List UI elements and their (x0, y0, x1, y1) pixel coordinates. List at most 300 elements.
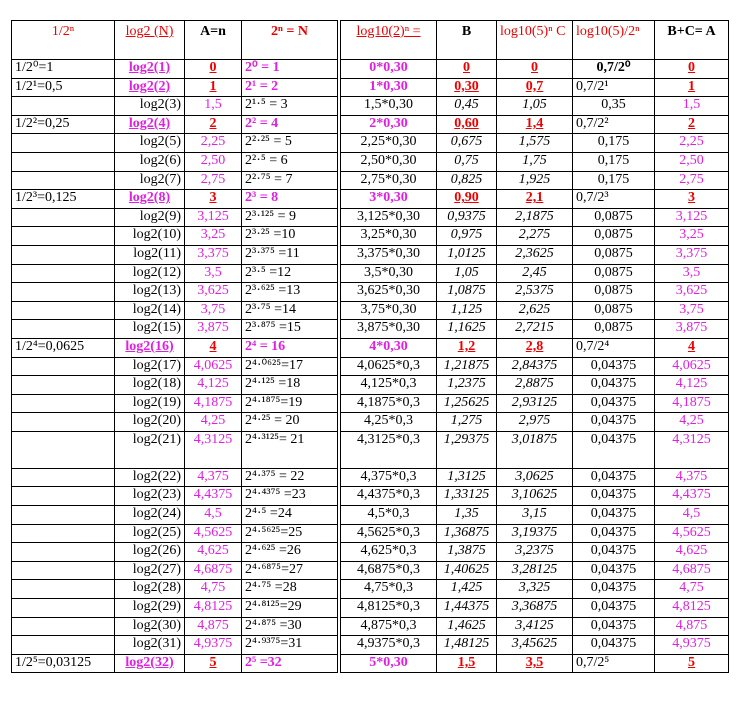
a-cell: 4,3125 (185, 431, 242, 468)
table-row (341, 78, 729, 97)
power-cell: 2³·³⁷⁵ =11 (242, 245, 338, 264)
c-cell: 1,75 (497, 152, 573, 171)
a-cell: 5 (185, 654, 242, 673)
header-fraction: 1/2ⁿ (12, 21, 115, 60)
e-cell: 4,625 (655, 543, 729, 562)
table-row (12, 171, 338, 190)
b-cell: 0,30 (437, 78, 497, 97)
c-cell: 2,975 (497, 413, 573, 432)
log2-cell: log2(14) (115, 301, 185, 320)
a-cell: 1 (185, 78, 242, 97)
log2-cell: log2(22) (115, 468, 185, 487)
c-cell: 3,15 (497, 506, 573, 525)
b-cell: 1,33125 (437, 487, 497, 506)
d-cell: 0,04375 (573, 636, 655, 655)
a-cell: 4,25 (185, 413, 242, 432)
right-table (340, 20, 729, 673)
c-cell: 2,5375 (497, 283, 573, 302)
fraction-cell: 1/2³=0,125 (12, 190, 115, 209)
d-cell: 0,0875 (573, 283, 655, 302)
left-table (11, 20, 338, 673)
c-cell: 2,625 (497, 301, 573, 320)
log2-cell: log2(3) (115, 97, 185, 116)
product-cell: 3,5*0,30 (341, 264, 437, 283)
d-cell: 0,04375 (573, 599, 655, 618)
e-cell: 1,5 (655, 97, 729, 116)
e-cell: 4,375 (655, 468, 729, 487)
log2-cell: log2(2) (115, 78, 185, 97)
d-cell: 0,7/2⁰ (573, 60, 655, 79)
b-cell: 0,90 (437, 190, 497, 209)
power-cell: 2³·¹²⁵ = 9 (242, 208, 338, 227)
table-row (341, 636, 729, 655)
product-cell: 1*0,30 (341, 78, 437, 97)
product-cell: 5*0,30 (341, 654, 437, 673)
log2-cell: log2(8) (115, 190, 185, 209)
log2-cell: log2(13) (115, 283, 185, 302)
product-cell: 4,3125*0,3 (341, 431, 437, 468)
c-cell: 2,45 (497, 264, 573, 283)
a-cell: 4,9375 (185, 636, 242, 655)
fraction-cell (12, 636, 115, 655)
fraction-cell: 1/2⁰=1 (12, 60, 115, 79)
power-cell: 2³·⁵ =12 (242, 264, 338, 283)
table-row (12, 487, 338, 506)
d-cell: 0,7/2⁵ (573, 654, 655, 673)
a-cell: 3,125 (185, 208, 242, 227)
e-cell: 4,6875 (655, 561, 729, 580)
fraction-cell (12, 320, 115, 339)
product-cell: 3,25*0,30 (341, 227, 437, 246)
b-cell: 1,0125 (437, 245, 497, 264)
c-cell: 3,5 (497, 654, 573, 673)
fraction-cell (12, 357, 115, 376)
fraction-cell: 1/2²=0,25 (12, 115, 115, 134)
b-cell: 1,05 (437, 264, 497, 283)
table-row (341, 543, 729, 562)
table-row (341, 413, 729, 432)
a-cell: 2,25 (185, 134, 242, 153)
fraction-cell (12, 431, 115, 468)
c-cell: 1,4 (497, 115, 573, 134)
table-row (341, 190, 729, 209)
header-log10-2: log10(2)ⁿ = (341, 21, 437, 60)
c-cell: 0 (497, 60, 573, 79)
product-cell: 4,875*0,3 (341, 617, 437, 636)
a-cell: 2,50 (185, 152, 242, 171)
power-cell: 2⁴·⁹³⁷⁵=31 (242, 636, 338, 655)
a-cell: 3,75 (185, 301, 242, 320)
header-log10-5-div: log10(5)/2ⁿ (573, 21, 655, 60)
log2-cell: log2(23) (115, 487, 185, 506)
power-cell: 2⁴·¹⁸⁷⁵=19 (242, 394, 338, 413)
a-cell: 3,5 (185, 264, 242, 283)
table-row (12, 636, 338, 655)
log2-cell: log2(5) (115, 134, 185, 153)
b-cell: 1,21875 (437, 357, 497, 376)
a-cell: 4,8125 (185, 599, 242, 618)
fraction-cell (12, 524, 115, 543)
log2-cell: log2(10) (115, 227, 185, 246)
c-cell: 3,28125 (497, 561, 573, 580)
table-row (12, 152, 338, 171)
b-cell: 0,9375 (437, 208, 497, 227)
table-row (341, 171, 729, 190)
e-cell: 1 (655, 78, 729, 97)
log2-cell: log2(31) (115, 636, 185, 655)
table-row (12, 543, 338, 562)
d-cell: 0,04375 (573, 524, 655, 543)
table-row (12, 97, 338, 116)
table-row (341, 60, 729, 79)
c-cell: 1,05 (497, 97, 573, 116)
c-cell: 2,8875 (497, 376, 573, 395)
product-cell: 0*0,30 (341, 60, 437, 79)
table-row (341, 208, 729, 227)
table-row (12, 227, 338, 246)
c-cell: 0,7 (497, 78, 573, 97)
table-row (12, 301, 338, 320)
table-row (12, 264, 338, 283)
product-cell: 4,6875*0,3 (341, 561, 437, 580)
power-cell: 2¹·⁵ = 3 (242, 97, 338, 116)
log2-cell: log2(16) (115, 338, 185, 357)
table-row (12, 208, 338, 227)
product-cell: 1,5*0,30 (341, 97, 437, 116)
a-cell: 3,875 (185, 320, 242, 339)
c-cell: 2,3625 (497, 245, 573, 264)
table-row (341, 431, 729, 468)
d-cell: 0,04375 (573, 376, 655, 395)
table-row (341, 115, 729, 134)
d-cell: 0,04375 (573, 617, 655, 636)
e-cell: 3,25 (655, 227, 729, 246)
header-log10-5: log10(5)ⁿ C (497, 21, 573, 60)
power-cell: 2⁴·⁷⁵ =28 (242, 580, 338, 599)
log2-cell: log2(26) (115, 543, 185, 562)
power-cell: 2⁴·⁸¹²⁵=29 (242, 599, 338, 618)
a-cell: 4,75 (185, 580, 242, 599)
power-cell: 2³·⁷⁵ =14 (242, 301, 338, 320)
table-row (341, 524, 729, 543)
log2-cell: log2(11) (115, 245, 185, 264)
product-cell: 4,0625*0,3 (341, 357, 437, 376)
b-cell: 1,25625 (437, 394, 497, 413)
c-cell: 3,2375 (497, 543, 573, 562)
fraction-cell: 1/2⁵=0,03125 (12, 654, 115, 673)
a-cell: 4,5 (185, 506, 242, 525)
fraction-cell (12, 599, 115, 618)
product-cell: 3*0,30 (341, 190, 437, 209)
fraction-cell (12, 394, 115, 413)
product-cell: 4,375*0,3 (341, 468, 437, 487)
e-cell: 4,4375 (655, 487, 729, 506)
header-sum: B+C= A (655, 21, 729, 60)
table-row (12, 283, 338, 302)
b-cell: 1,5 (437, 654, 497, 673)
log2-cell: log2(6) (115, 152, 185, 171)
e-cell: 4,75 (655, 580, 729, 599)
e-cell: 2 (655, 115, 729, 134)
fraction-cell (12, 580, 115, 599)
table-row (341, 283, 729, 302)
product-cell: 4,5625*0,3 (341, 524, 437, 543)
log2-cell: log2(9) (115, 208, 185, 227)
d-cell: 0,175 (573, 134, 655, 153)
b-cell: 1,44375 (437, 599, 497, 618)
c-cell: 3,19375 (497, 524, 573, 543)
product-cell: 2*0,30 (341, 115, 437, 134)
product-cell: 4,25*0,3 (341, 413, 437, 432)
d-cell: 0,7/2¹ (573, 78, 655, 97)
d-cell: 0,0875 (573, 245, 655, 264)
c-cell: 2,93125 (497, 394, 573, 413)
table-row (341, 264, 729, 283)
b-cell: 1,0875 (437, 283, 497, 302)
c-cell: 1,575 (497, 134, 573, 153)
log2-cell: log2(30) (115, 617, 185, 636)
a-cell: 0 (185, 60, 242, 79)
table-row (12, 134, 338, 153)
power-cell: 2⁴·⁶⁸⁷⁵=27 (242, 561, 338, 580)
product-cell: 3,875*0,30 (341, 320, 437, 339)
fraction-cell (12, 245, 115, 264)
c-cell: 1,925 (497, 171, 573, 190)
table-row (341, 468, 729, 487)
product-cell: 4,125*0,3 (341, 376, 437, 395)
d-cell: 0,0875 (573, 208, 655, 227)
table-row (12, 524, 338, 543)
b-cell: 1,275 (437, 413, 497, 432)
power-cell: 2³ = 8 (242, 190, 338, 209)
b-cell: 0,825 (437, 171, 497, 190)
d-cell: 0,04375 (573, 543, 655, 562)
b-cell: 1,36875 (437, 524, 497, 543)
b-cell: 0 (437, 60, 497, 79)
power-cell: 2³·²⁵ =10 (242, 227, 338, 246)
a-cell: 4,125 (185, 376, 242, 395)
fraction-cell (12, 152, 115, 171)
header-b: B (437, 21, 497, 60)
table-row (341, 376, 729, 395)
power-cell: 2⁴·¹²⁵ =18 (242, 376, 338, 395)
table-row (341, 617, 729, 636)
b-cell: 0,975 (437, 227, 497, 246)
table-row (12, 468, 338, 487)
d-cell: 0,04375 (573, 468, 655, 487)
power-cell: 2⁴·⁵⁶²⁵=25 (242, 524, 338, 543)
b-cell: 1,425 (437, 580, 497, 599)
e-cell: 3,625 (655, 283, 729, 302)
fraction-cell (12, 134, 115, 153)
d-cell: 0,04375 (573, 580, 655, 599)
table-row (341, 97, 729, 116)
product-cell: 2,25*0,30 (341, 134, 437, 153)
log2-cell: log2(19) (115, 394, 185, 413)
table-row (12, 376, 338, 395)
e-cell: 2,50 (655, 152, 729, 171)
b-cell: 1,35 (437, 506, 497, 525)
power-cell: 2⁴·²⁵ = 20 (242, 413, 338, 432)
log2-cell: log2(21) (115, 431, 185, 468)
table-row (12, 561, 338, 580)
c-cell: 2,84375 (497, 357, 573, 376)
e-cell: 4,3125 (655, 431, 729, 468)
fraction-cell: 1/2¹=0,5 (12, 78, 115, 97)
c-cell: 2,7215 (497, 320, 573, 339)
product-cell: 4,8125*0,3 (341, 599, 437, 618)
d-cell: 0,7/2⁴ (573, 338, 655, 357)
e-cell: 5 (655, 654, 729, 673)
power-cell: 2⁴·³⁷⁵ = 22 (242, 468, 338, 487)
e-cell: 4,9375 (655, 636, 729, 655)
d-cell: 0,04375 (573, 431, 655, 468)
product-cell: 4,625*0,3 (341, 543, 437, 562)
table-row (12, 190, 338, 209)
table-row (341, 134, 729, 153)
a-cell: 4,5625 (185, 524, 242, 543)
c-cell: 3,01875 (497, 431, 573, 468)
d-cell: 0,175 (573, 171, 655, 190)
a-cell: 2 (185, 115, 242, 134)
c-cell: 2,1 (497, 190, 573, 209)
log2-cell: log2(28) (115, 580, 185, 599)
a-cell: 3 (185, 190, 242, 209)
power-cell: 2²·²⁵ = 5 (242, 134, 338, 153)
table-row (12, 431, 338, 468)
c-cell: 2,8 (497, 338, 573, 357)
power-cell: 2¹ = 2 (242, 78, 338, 97)
table-row (341, 599, 729, 618)
e-cell: 4,0625 (655, 357, 729, 376)
e-cell: 0 (655, 60, 729, 79)
e-cell: 4,875 (655, 617, 729, 636)
c-cell: 3,0625 (497, 468, 573, 487)
log2-cell: log2(12) (115, 264, 185, 283)
a-cell: 4,0625 (185, 357, 242, 376)
fraction-cell (12, 413, 115, 432)
table-row (12, 413, 338, 432)
log2-cell: log2(29) (115, 599, 185, 618)
log2-cell: log2(7) (115, 171, 185, 190)
e-cell: 2,75 (655, 171, 729, 190)
power-cell: 2³·⁶²⁵ =13 (242, 283, 338, 302)
fraction-cell (12, 561, 115, 580)
header-a: A=n (185, 21, 242, 60)
a-cell: 4,1875 (185, 394, 242, 413)
product-cell: 3,625*0,30 (341, 283, 437, 302)
table-row (341, 654, 729, 673)
table-row (12, 357, 338, 376)
product-cell: 4,4375*0,3 (341, 487, 437, 506)
product-cell: 2,75*0,30 (341, 171, 437, 190)
table-row (341, 320, 729, 339)
table-row (12, 320, 338, 339)
a-cell: 1,5 (185, 97, 242, 116)
e-cell: 3,375 (655, 245, 729, 264)
d-cell: 0,0875 (573, 227, 655, 246)
b-cell: 1,2 (437, 338, 497, 357)
c-cell: 2,1875 (497, 208, 573, 227)
fraction-cell (12, 543, 115, 562)
e-cell: 4,5 (655, 506, 729, 525)
table-row (341, 301, 729, 320)
b-cell: 1,2375 (437, 376, 497, 395)
fraction-cell (12, 617, 115, 636)
power-cell: 2⁴·⁸⁷⁵ =30 (242, 617, 338, 636)
table-row (12, 338, 338, 357)
d-cell: 0,0875 (573, 301, 655, 320)
c-cell: 3,45625 (497, 636, 573, 655)
power-cell: 2⁴·⁰⁶²⁵=17 (242, 357, 338, 376)
e-cell: 4,1875 (655, 394, 729, 413)
d-cell: 0,04375 (573, 413, 655, 432)
table-row (12, 580, 338, 599)
table-row (341, 245, 729, 264)
power-cell: 2²·⁷⁵ = 7 (242, 171, 338, 190)
power-cell: 2⁰ = 1 (242, 60, 338, 79)
table-row (341, 487, 729, 506)
table-row (12, 394, 338, 413)
fraction-cell (12, 227, 115, 246)
product-cell: 3,375*0,30 (341, 245, 437, 264)
a-cell: 4,875 (185, 617, 242, 636)
e-cell: 4 (655, 338, 729, 357)
power-cell: 2⁴·⁶²⁵ =26 (242, 543, 338, 562)
table-row (12, 245, 338, 264)
power-cell: 2⁴·³¹²⁵= 21 (242, 431, 338, 468)
product-cell: 4,75*0,3 (341, 580, 437, 599)
a-cell: 2,75 (185, 171, 242, 190)
power-cell: 2²·⁵ = 6 (242, 152, 338, 171)
table-row (341, 338, 729, 357)
d-cell: 0,7/2² (573, 115, 655, 134)
e-cell: 3,75 (655, 301, 729, 320)
e-cell: 4,25 (655, 413, 729, 432)
log2-cell: log2(20) (115, 413, 185, 432)
power-cell: 2³·⁸⁷⁵ =15 (242, 320, 338, 339)
b-cell: 1,3875 (437, 543, 497, 562)
table-row (12, 599, 338, 618)
e-cell: 3,125 (655, 208, 729, 227)
d-cell: 0,0875 (573, 320, 655, 339)
b-cell: 0,60 (437, 115, 497, 134)
table-row (341, 506, 729, 525)
product-cell: 3,75*0,30 (341, 301, 437, 320)
product-cell: 4,5*0,3 (341, 506, 437, 525)
e-cell: 4,125 (655, 376, 729, 395)
b-cell: 1,4625 (437, 617, 497, 636)
fraction-cell (12, 171, 115, 190)
d-cell: 0,04375 (573, 487, 655, 506)
log2-cell: log2(15) (115, 320, 185, 339)
e-cell: 3 (655, 190, 729, 209)
power-cell: 2⁴ = 16 (242, 338, 338, 357)
b-cell: 1,3125 (437, 468, 497, 487)
table-row (12, 654, 338, 673)
e-cell: 4,5625 (655, 524, 729, 543)
b-cell: 1,125 (437, 301, 497, 320)
d-cell: 0,7/2³ (573, 190, 655, 209)
b-cell: 1,1625 (437, 320, 497, 339)
table-row (12, 60, 338, 79)
header-power: 2ⁿ = N (242, 21, 338, 60)
log2-cell: log2(17) (115, 357, 185, 376)
c-cell: 3,4125 (497, 617, 573, 636)
table-row (341, 152, 729, 171)
d-cell: 0,04375 (573, 394, 655, 413)
b-cell: 0,75 (437, 152, 497, 171)
